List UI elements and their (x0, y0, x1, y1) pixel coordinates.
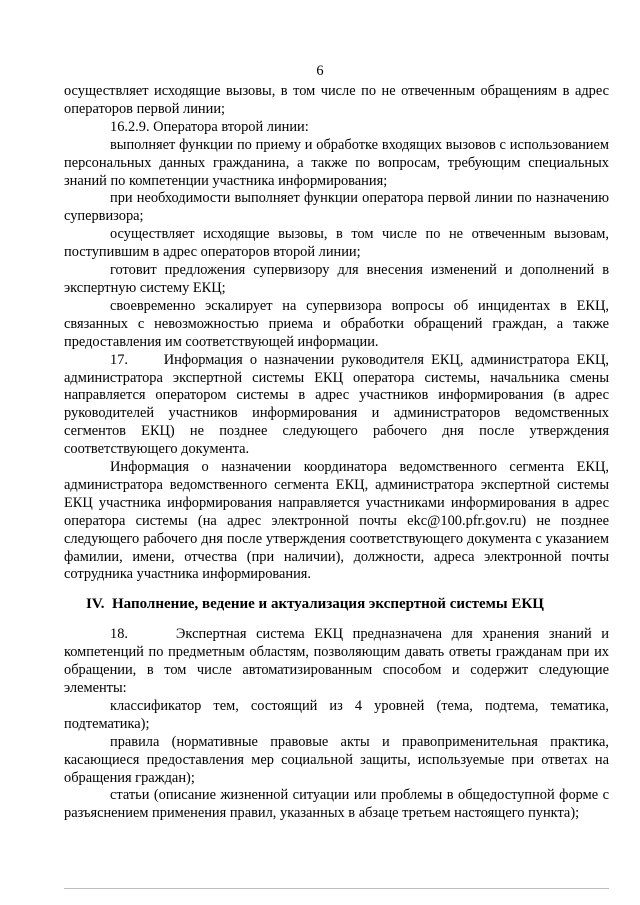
paragraph-coordinator-info: Информация о назначении координатора ведомственного сегмента ЕКЦ, администратора ведомственного сегмента ЕКЦ, администратора экспертной системы ЕКЦ участника информирования направляется участниками информирования в адрес оператора системы (на адрес электронной почты ekc@100.pfr.gov.ru) не позднее следующего рабочего дня после утверждения соответствующего документа с указанием фамилии, имени, отчества (при наличии), должности, адреса электронной почты сотрудника участника информирования. (64, 459, 609, 583)
document-body (64, 83, 613, 823)
paragraph-incoming-calls: выполняет функции по приему и обработке входящих вызовов с использованием персональных данных гражданина, а также по вопросам, требующим специальных знаний по компетенции участника информирования; (64, 136, 609, 189)
paragraph-second-line-operator: 16.2.9. Оператора второй линии: (110, 118, 309, 135)
paragraph-item-17: 17. Информация о назначении руководителя ЕКЦ, администратора ЕКЦ, администратора экспертной системы ЕКЦ оператора системы, начальника смены направляется оператором системы в адрес участников информирования (в адрес руководителей участников информирования и администраторов ведомственных сегментов ЕКЦ) не позднее следующего рабочего дня после утверждения соответствующего документа. (64, 351, 613, 458)
scan-edge-line (64, 888, 609, 889)
paragraph-articles: статьи (описание жизненной ситуации или проблемы в общедоступной форме с разъяснением применения правил, указанных в абзаце третьем настоящего пункта); (64, 787, 609, 822)
paragraph-rules: правила (нормативные правовые акты и правоприменительная практика, касающиеся предоставления мер социальной защиты, используемые при ответах на обращения граждан); (64, 733, 609, 786)
section-heading: IV. Наполнение, ведение и актуализация экспертной системы ЕКЦ (86, 596, 544, 613)
paragraph-outgoing-calls-first-line: осуществляет исходящие вызовы, в том числе по не отвеченным обращениям в адрес операторов первой линии; (64, 83, 609, 117)
paragraph-outgoing-calls-second-line: осуществляет исходящие вызовы, в том числе по не отвеченным вызовам, поступившим в адрес операторов второй линии; (64, 226, 609, 261)
paragraph-item-18: 18. Экспертная система ЕКЦ предназначена для хранения знаний и компетенций по предметным областям, позволяющим давать ответы гражданам при их обращении, в том числе автоматизированным способом и содержит следующие элементы: (64, 626, 613, 696)
paragraph-classifier: классификатор тем, состоящий из 4 уровней (тема, подтема, тематика, подтематика); (64, 697, 609, 732)
page-number: 6 (316, 63, 324, 79)
paragraph-first-line-functions: при необходимости выполняет функции оператора первой линии по назначению супервизора; (64, 190, 609, 225)
paragraph-proposals: готовит предложения супервизору для внесения изменений и дополнений в экспертную систему ЕКЦ; (64, 262, 609, 296)
paragraph-escalation: своевременно эскалирует на супервизора вопросы об инцидентах в ЕКЦ, связанных с невозможностью приема и обработки обращений граждан, а также предоставления им соответствующей информации. (64, 297, 609, 350)
